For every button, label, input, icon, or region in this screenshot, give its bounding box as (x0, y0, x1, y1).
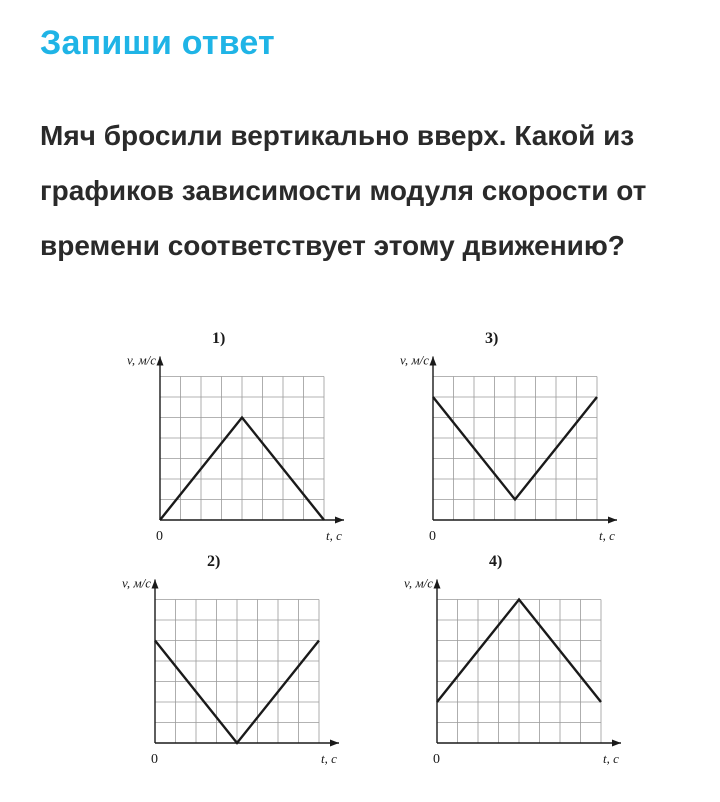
graph-option-1[interactable] (95, 325, 355, 555)
question-text: Мяч бросили вертикально вверх. Какой из графиков зависимости модуля скорости от времени соответствует этому движению? (40, 120, 647, 261)
origin-label: 0 (151, 752, 158, 767)
x-axis-arrow (330, 740, 339, 747)
x-axis-label: t, с (599, 528, 615, 543)
graph-svg (95, 325, 355, 555)
y-axis-label: v, м/с (127, 352, 156, 368)
y-axis-arrow (152, 580, 159, 589)
page-heading: Запиши ответ (40, 24, 275, 62)
x-axis-label: t, с (326, 528, 342, 543)
x-axis-arrow (335, 517, 344, 524)
origin-label: 0 (429, 529, 436, 544)
graph-number-label: 3) (485, 330, 499, 347)
y-axis-arrow (434, 580, 441, 589)
origin-label: 0 (156, 529, 163, 544)
x-axis-label: t, с (603, 751, 619, 766)
graph-option-3[interactable] (368, 325, 628, 555)
x-axis-label: t, с (321, 751, 337, 766)
graph-svg (90, 548, 350, 778)
graph-number-label: 1) (212, 330, 226, 347)
graph-svg (372, 548, 632, 778)
x-axis-arrow (608, 517, 617, 524)
y-axis-label: v, м/с (400, 352, 429, 368)
graph-number-label: 2) (207, 553, 221, 570)
graph-option-4[interactable] (372, 548, 632, 778)
x-axis-arrow (612, 740, 621, 747)
graph-number-label: 4) (489, 553, 503, 570)
graph-svg (368, 325, 628, 555)
y-axis-arrow (157, 357, 164, 366)
y-axis-label: v, м/с (122, 575, 151, 591)
graph-option-2[interactable] (90, 548, 350, 778)
y-axis-arrow (430, 357, 437, 366)
origin-label: 0 (433, 752, 440, 767)
y-axis-label: v, м/с (404, 575, 433, 591)
